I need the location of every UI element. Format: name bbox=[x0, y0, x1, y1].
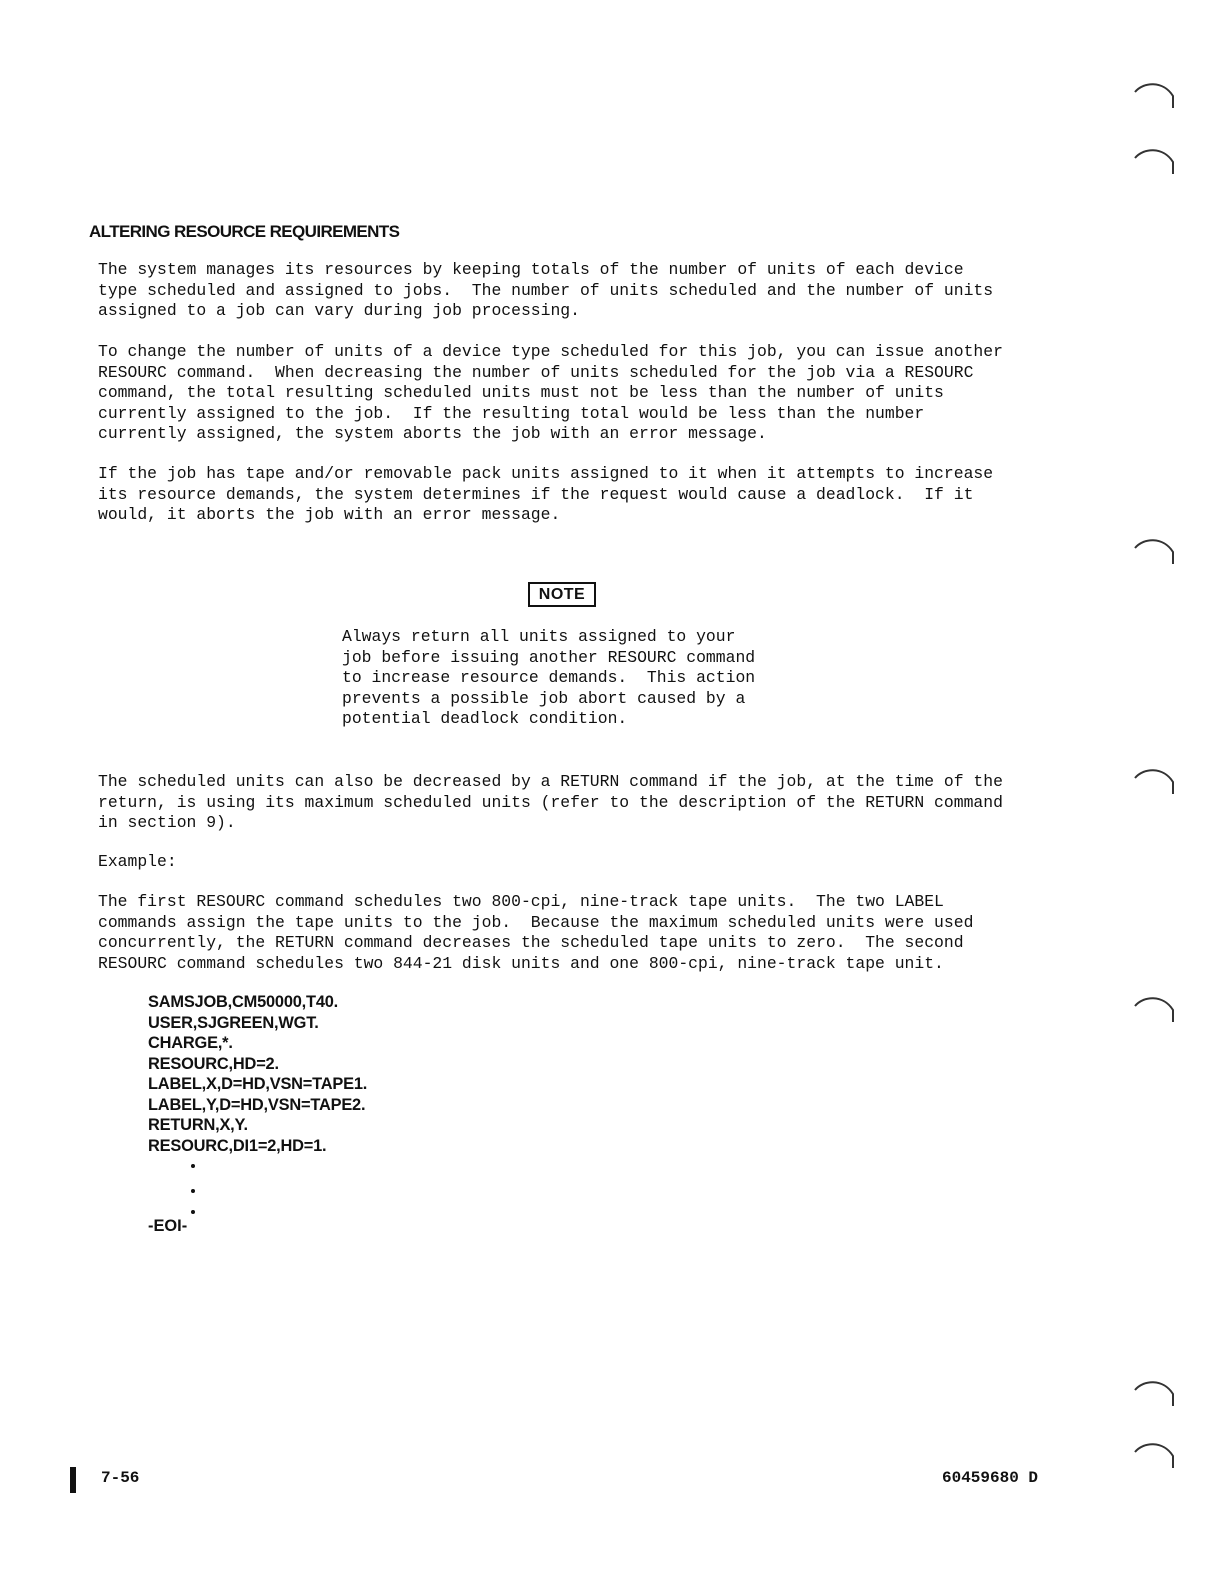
paragraph-change-units: To change the number of units of a device type scheduled for this job, you can issue another RESOURC command. When decreasing the number of units scheduled for the job via a RESOURC command, the total resulting scheduled units must not be less than the number of units currently assigned to the job. If the resulting total would be less than the number currently assigned, the system aborts the job with an error message. bbox=[98, 342, 1003, 444]
paragraph-resource-totals: The system manages its resources by keeping totals of the number of units of each device type scheduled and assigned to jobs. The number of units scheduled and the number of units assigned to a job can vary during job processing. bbox=[98, 260, 994, 321]
continuation-dot bbox=[191, 1210, 195, 1214]
note-label: NOTE bbox=[528, 582, 596, 607]
document-number: 60459680 D bbox=[942, 1469, 1039, 1487]
paragraph-example-description: The first RESOURC command schedules two 800-cpi, nine-track tape units. The two LABEL commands assign the tape units to the job. Because the maximum scheduled units were used concurrently, the RETURN command decreases the scheduled tape units to zero. The second RESOURC command schedules two 844-21 disk units and one 800-cpi, nine-track tape unit. bbox=[98, 892, 974, 973]
section-heading: ALTERING RESOURCE REQUIREMENTS bbox=[89, 222, 400, 241]
page-number: 7-56 bbox=[101, 1469, 140, 1487]
paragraph-return-command: The scheduled units can also be decreased by a RETURN command if the job, at the time of the return, is using its maximum scheduled units (refer to the description of the RETURN command in section 9). bbox=[98, 772, 1003, 833]
continuation-dot bbox=[191, 1189, 195, 1193]
continuation-dot bbox=[191, 1164, 195, 1168]
binder-hole-icon bbox=[1133, 1436, 1177, 1470]
change-bar bbox=[70, 1467, 76, 1493]
binder-hole-icon bbox=[1133, 762, 1177, 796]
binder-hole-icon bbox=[1133, 76, 1177, 110]
code-end-marker: -EOI- bbox=[148, 1217, 188, 1235]
note-text: Always return all units assigned to your job before issuing another RESOURC command to increase resource demands. This action prevents a possible job abort caused by a potential deadlock condition. bbox=[342, 627, 756, 729]
binder-hole-icon bbox=[1133, 1374, 1177, 1408]
binder-hole-icon bbox=[1133, 532, 1177, 566]
code-example: SAMSJOB,CM50000,T40. USER,SJGREEN,WGT. CHARGE,*. RESOURC,HD=2. LABEL,X,D=HD,VSN=TAPE1. LABEL,Y,D=HD,VSN=TAPE2. RETURN,X,Y. RESOURC,DI1=2,HD=1. bbox=[148, 993, 368, 1155]
binder-hole-icon bbox=[1133, 142, 1177, 176]
example-label: Example: bbox=[98, 852, 177, 871]
binder-hole-icon bbox=[1133, 990, 1177, 1024]
paragraph-deadlock: If the job has tape and/or removable pack units assigned to it when it attempts to increase its resource demands, the system determines if the request would cause a deadlock. If it would, it aborts the job with an error message. bbox=[98, 464, 994, 525]
